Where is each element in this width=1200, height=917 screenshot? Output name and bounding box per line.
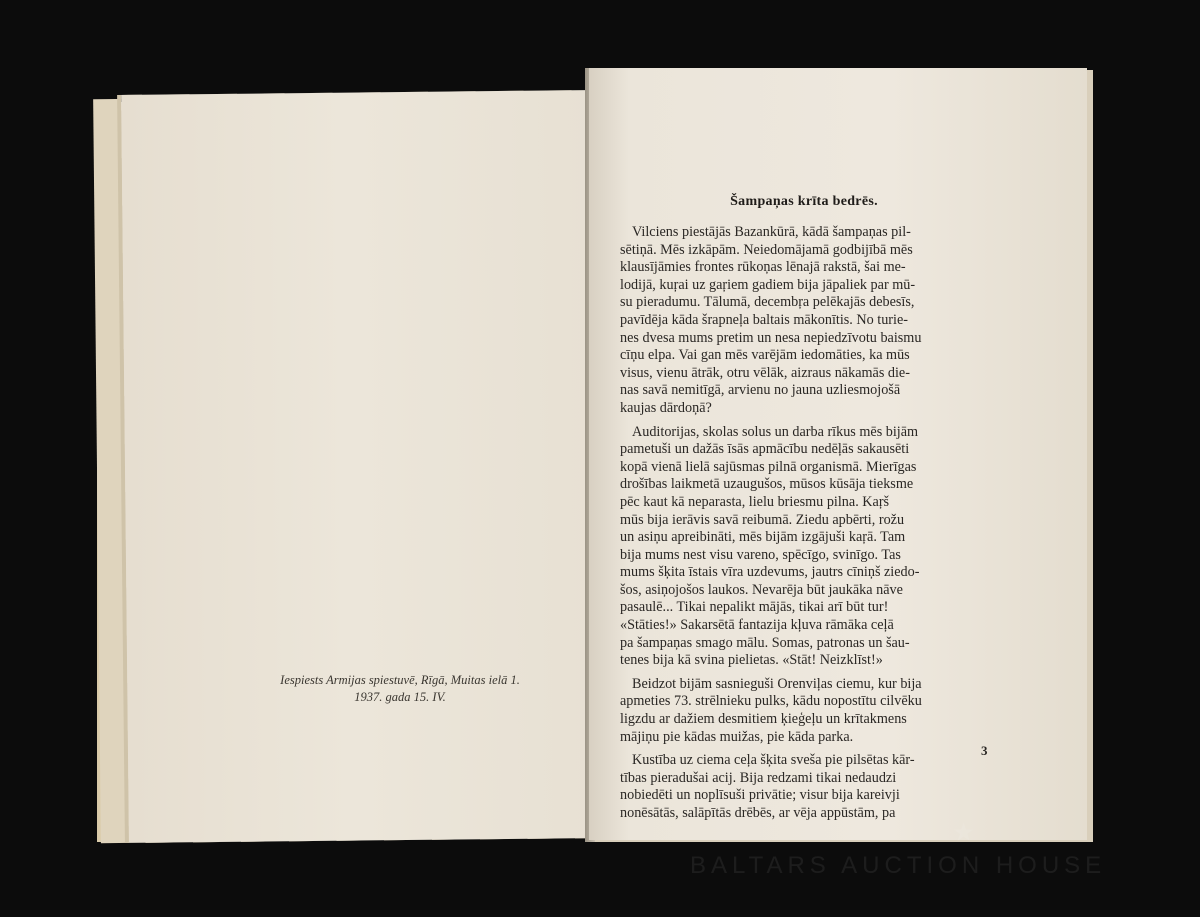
text-line: tenes bija kā svina pielietas. «Stāt! Neizklīst!» xyxy=(620,652,883,669)
page-number: 3 xyxy=(981,743,988,758)
text-line: pametuši un dažās īsās apmācību nedēļās sakausēti xyxy=(620,441,910,458)
text-line: un asiņu apreibināti, mēs bijām izgājuši kaŗā. Tam xyxy=(620,529,906,546)
text-line: Kustība uz ciema ceļa šķita sveša pie pilsētas kār- xyxy=(632,752,915,769)
text-line: mājiņu pie kādas muižas, pie kāda parka. xyxy=(620,728,854,745)
text-line: mūs bija ierāvis savā reibumā. Ziedu apbērti, rožu xyxy=(620,511,905,528)
text-line: kopā vienā lielā sajūsmas pilnā organismā. Mierīgas xyxy=(620,458,917,475)
text-line: Auditorijas, skolas solus un darba rīkus mēs bijām xyxy=(632,423,919,440)
text-line: nobiedēti un noplīsuši privātie; visur bija kareivji xyxy=(620,787,900,804)
imprint-line-2: 1937. gada 15. IV. xyxy=(354,690,446,704)
text-line: pa šampaņas smago mālu. Somas, patronas un šau- xyxy=(620,634,910,651)
text-line: «Stāties!» Sakarsētā fantazija kļuva rāmāka ceļā xyxy=(620,617,894,634)
text-line: cīņu elpa. Vai gan mēs varējām iedomāties, ka mūs xyxy=(620,347,910,364)
text-line: nas savā nemitīgā, arvienu no jauna uzliesmojošā xyxy=(620,382,901,399)
text-line: pavīdēja kāda šrapneļa baltais mākonītis. No turie- xyxy=(620,311,908,328)
watermark-star-icon: ★ xyxy=(952,818,976,847)
chapter-text xyxy=(620,224,988,829)
paragraph xyxy=(620,224,988,418)
imprint-line-1: Iespiests Armijas spiestuvē, Rīgā, Muitas ielā 1. xyxy=(280,673,520,687)
text-line: nes dvesa mums pretim un nesa nepiedzīvotu baismu xyxy=(620,329,922,346)
paragraph xyxy=(620,676,988,746)
text-line: Vilciens piestājās Bazankūrā, kādā šampaņas pil- xyxy=(632,224,911,240)
text-line: visus, vienu ātrāk, otru vēlāk, aizraus nākamās die- xyxy=(620,364,910,381)
text-line: pasaulē... Tikai nepalikt mājās, tikai arī būt tur! xyxy=(620,599,889,616)
text-line: mums šķita īstais vīra uzdevums, jautrs cīniņš ziedo- xyxy=(620,564,920,581)
text-line: nonēsātās, salāpītās drēbēs, ar vēja appūstām, pa xyxy=(620,805,896,821)
text-line: šos, asiņojošos laukos. Nevarēja būt jaukāka nāve xyxy=(620,581,903,598)
text-line: su pieradumu. Tālumā, decembŗa pelēkajās debesīs, xyxy=(620,294,915,311)
text-line: kaujas dārdoņā? xyxy=(620,399,712,416)
chapter-title: Šampaņas krīta bedrēs. xyxy=(730,194,878,209)
text-line: tības pieradušai acij. Bija redzami tikai nedaudzi xyxy=(620,769,897,786)
text-line: pēc kaut kā neparasta, lielu briesmu pilna. Kaŗš xyxy=(620,493,890,510)
text-line: apmeties 73. strēlnieku pulks, kādu nopostītu cilvēku xyxy=(620,693,922,710)
text-line: bija mums nest visu vareno, spēcīgo, svinīgo. Tas xyxy=(620,546,901,563)
paragraph xyxy=(620,424,988,670)
text-line: drošības laikmetā uzaugušos, mūsos kūsāja tieksme xyxy=(620,476,914,493)
text-line: klausījāmies frontes rūkoņas lēnajā rakstā, šai me- xyxy=(620,259,906,276)
text-line: sētiņā. Mēs izkāpām. Neiedomājamā godbijībā mēs xyxy=(620,241,913,258)
printer-imprint xyxy=(250,672,550,706)
watermark: BALTARS AUCTION HOUSE xyxy=(690,852,1107,879)
text-line: lodijā, kuŗai uz gaŗiem gadiem bija jāpaliek par mū- xyxy=(620,276,916,293)
text-line: Beidzot bijām sasnieguši Orenviļas ciemu, kur bija xyxy=(632,675,922,692)
paragraph xyxy=(620,752,988,822)
text-line: ligzdu ar dažiem desmitiem ķieģeļu un krītakmens xyxy=(620,711,907,728)
